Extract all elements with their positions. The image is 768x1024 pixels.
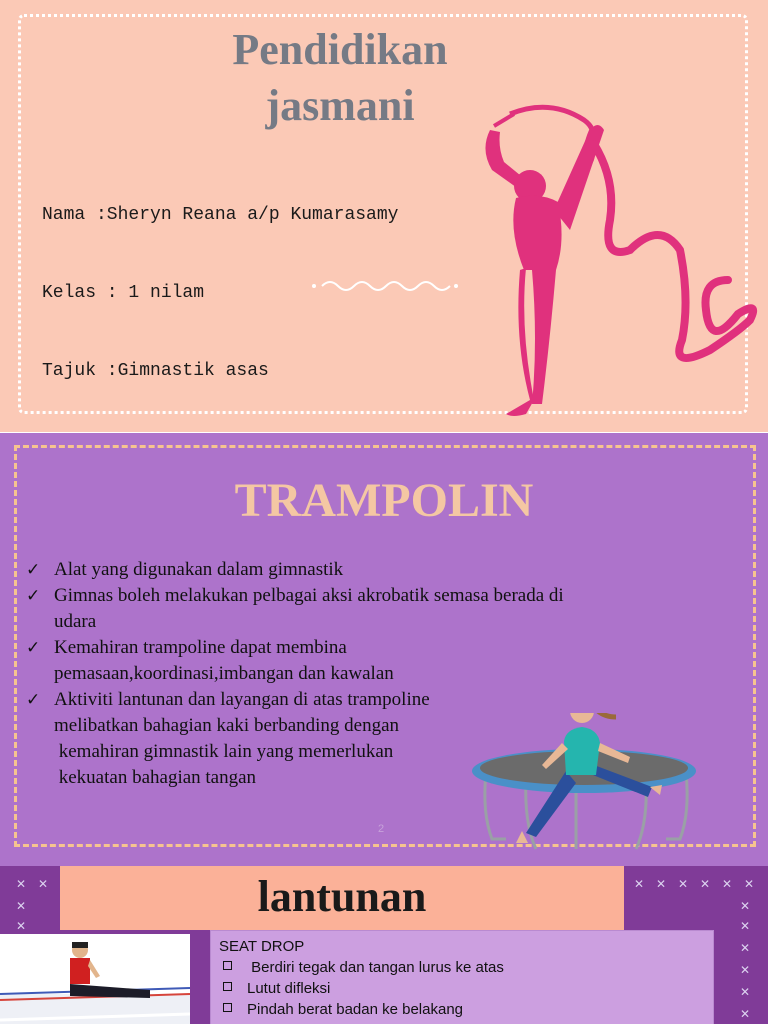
list-item	[26, 635, 676, 687]
check-icon: ✓	[26, 638, 41, 658]
x-decoration-icon: ✕	[678, 877, 689, 891]
gymnast-ribbon-icon	[470, 100, 765, 420]
slide-1-title	[180, 22, 500, 134]
check-icon: ✓	[26, 690, 41, 710]
x-decoration-icon: ✕	[740, 963, 751, 977]
seat-drop-heading: SEAT DROP	[219, 938, 305, 955]
slide-2-title: TRAMPOLIN	[234, 474, 534, 527]
x-decoration-icon: ✕	[634, 877, 645, 891]
list-item-line: Aktiviti lantunan dan layangan di atas trampoline	[54, 689, 430, 710]
list-item-text: Pindah berat badan ke belakang	[247, 1001, 464, 1018]
checkbox-square-icon	[223, 961, 232, 970]
x-decoration-icon: ✕	[38, 877, 49, 891]
slide-1	[0, 0, 768, 432]
check-icon: ✓	[26, 586, 41, 606]
x-decoration-icon: ✕	[740, 919, 751, 933]
list-item	[219, 978, 713, 999]
list-item-line: melibatkan bahagian kaki berbanding dengan	[54, 715, 400, 736]
page-number: 2	[378, 823, 385, 835]
list-item-line: kemahiran gimnastik lain yang memerlukan	[54, 741, 394, 762]
seat-drop-box	[210, 930, 714, 1024]
list-item-line: Kemahiran trampoline dapat membina	[54, 637, 347, 658]
list-item	[219, 957, 713, 978]
list-item-line: kekuatan bahagian tangan	[54, 767, 257, 788]
seat-drop-photo	[0, 934, 190, 1024]
seat-drop-steps	[219, 957, 713, 1020]
list-item	[26, 557, 676, 583]
title-line-1: Pendidikan	[232, 25, 448, 74]
list-item-line: Gimnas boleh melakukan pelbagai aksi akrobatik semasa berada di	[54, 585, 564, 606]
seat-drop-figure-icon	[0, 934, 190, 1024]
title-line-2: jasmani	[265, 81, 415, 130]
list-item	[219, 999, 713, 1020]
list-item-text: Lutut difleksi	[247, 980, 331, 997]
list-item-line: udara	[54, 611, 97, 632]
x-decoration-icon: ✕	[16, 877, 27, 891]
list-item-line: pemasaan,koordinasi,imbangan dan kawalan	[54, 663, 394, 684]
slide-3-title: lantunan	[257, 872, 427, 921]
x-decoration-icon: ✕	[700, 877, 711, 891]
x-decoration-icon: ✕	[740, 941, 751, 955]
trampoline-girl-icon	[466, 713, 701, 853]
info-line-class: Kelas : 1 nilam	[42, 283, 205, 303]
x-decoration-icon: ✕	[16, 919, 27, 933]
squiggle-divider	[310, 276, 460, 296]
x-decoration-icon: ✕	[740, 899, 751, 913]
info-line-name: Nama :Sheryn Reana a/p Kumarasamy	[42, 205, 399, 225]
x-decoration-icon: ✕	[744, 877, 755, 891]
x-decoration-icon: ✕	[722, 877, 733, 891]
list-item	[26, 583, 676, 635]
x-decoration-icon: ✕	[740, 1007, 751, 1021]
slide-3	[0, 866, 768, 1024]
list-item-line: Alat yang digunakan dalam gimnastik	[54, 559, 344, 580]
x-decoration-icon: ✕	[740, 985, 751, 999]
x-decoration-icon: ✕	[656, 877, 667, 891]
checkbox-square-icon	[223, 982, 232, 991]
slide-2	[0, 433, 768, 866]
x-decoration-icon: ✕	[16, 899, 27, 913]
list-item-text: Berdiri tegak dan tangan lurus ke atas	[247, 959, 504, 976]
checkbox-square-icon	[223, 1003, 232, 1012]
check-icon: ✓	[26, 560, 41, 580]
info-line-topic: Tajuk :Gimnastik asas	[42, 361, 269, 381]
